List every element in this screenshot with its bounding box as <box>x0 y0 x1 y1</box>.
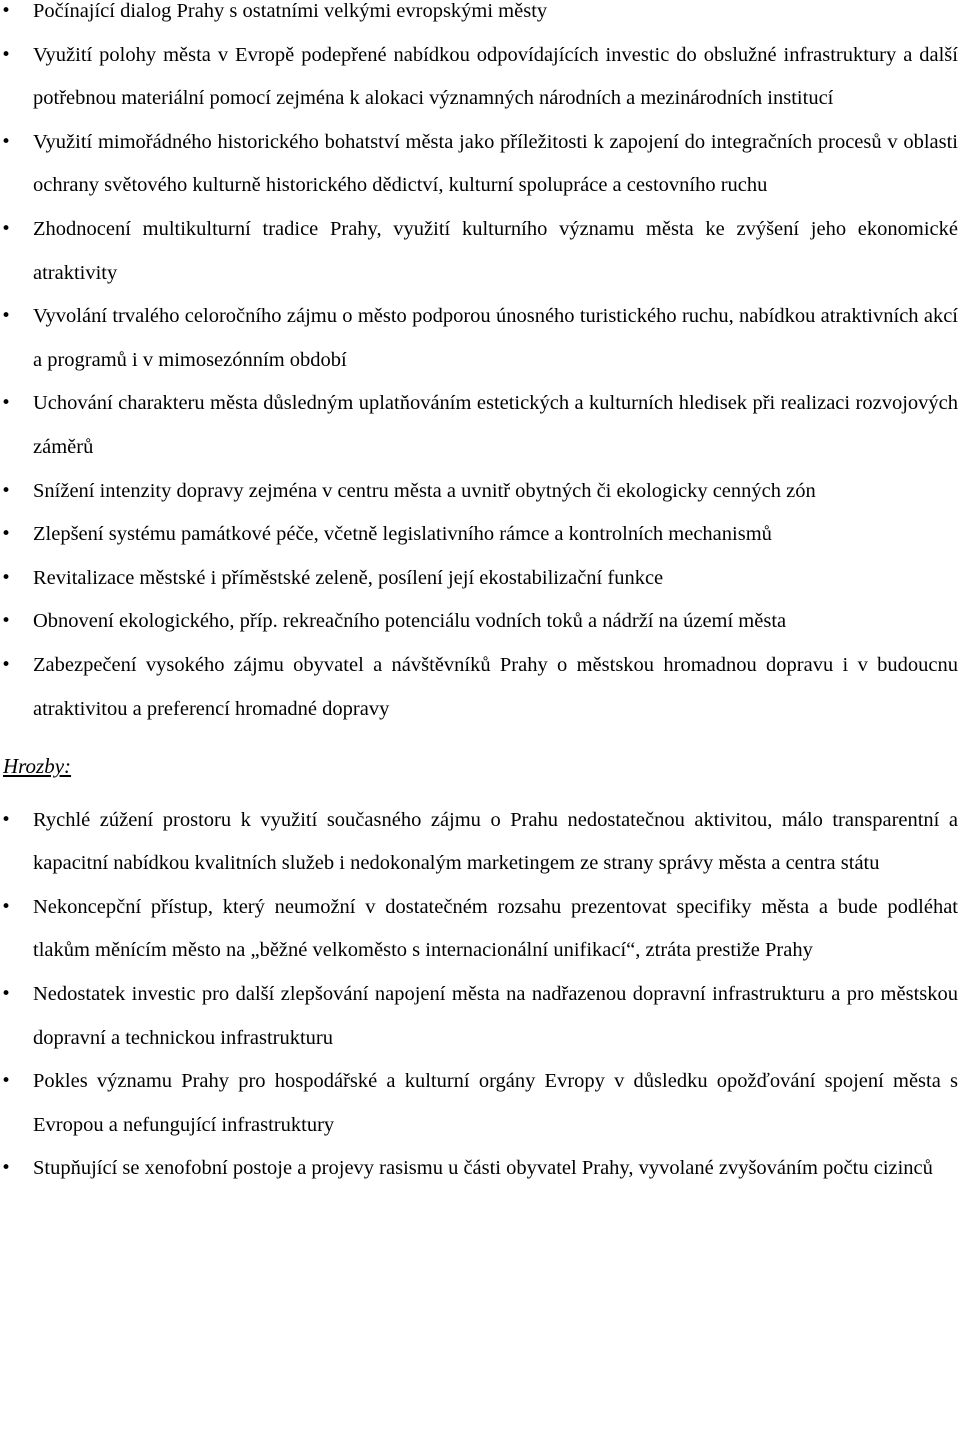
list-item: • Rychlé zúžení prostoru k využití současného zájmu o Prahu nedostatečnou aktivitou, málo transparentní a kapacitní nabídkou kvalitních služeb i nedokonalým marketingem ze strany správy města a centra státu <box>0 799 958 886</box>
threats-list <box>0 799 958 1191</box>
list-item: • Zlepšení systému památkové péče, včetně legislativního rámce a kontrolních mechanismů <box>0 513 958 557</box>
list-item: • Zabezpečení vysokého zájmu obyvatel a návštěvníků Prahy o městskou hromadnou dopravu i v budoucnu atraktivitou a preferencí hromadné dopravy <box>0 644 958 731</box>
threats-heading: Hrozby: <box>3 754 72 779</box>
list-item: • Obnovení ekologického, příp. rekreačního potenciálu vodních toků a nádrží na území města <box>0 600 958 644</box>
list-item: • Využití polohy města v Evropě podepřené nabídkou odpovídajících investic do obslužné infrastruktury a další potřebnou materiální pomocí zejména k alokaci významných národních a mezinárodních institucí <box>0 34 958 121</box>
list-item: • Vyvolání trvalého celoročního zájmu o město podporou únosného turistického ruchu, nabídkou atraktivních akcí a programů i v mimosezónním období <box>0 295 958 382</box>
list-item: • Snížení intenzity dopravy zejména v centru města a uvnitř obytných či ekologicky cenných zón <box>0 470 958 514</box>
list-item: • Zhodnocení multikulturní tradice Prahy, využití kulturního významu města ke zvýšení jeho ekonomické atraktivity <box>0 208 958 295</box>
section-heading <box>3 745 958 789</box>
list-item: • Počínající dialog Prahy s ostatními velkými evropskými městy <box>0 0 958 34</box>
list-item: • Nedostatek investic pro další zlepšování napojení města na nadřazenou dopravní infrastrukturu a pro městskou dopravní a technickou infrastrukturu <box>0 973 958 1060</box>
list-item: • Revitalizace městské i příměstské zeleně, posílení její ekostabilizační funkce <box>0 557 958 601</box>
list-item: • Využití mimořádného historického bohatství města jako příležitosti k zapojení do integračních procesů v oblasti ochrany světového kulturně historického dědictví, kulturní spolupráce a cestovního ruchu <box>0 121 958 208</box>
list-item: • Stupňující se xenofobní postoje a projevy rasismu u části obyvatel Prahy, vyvolané zvyšováním počtu cizinců <box>0 1147 958 1191</box>
list-item: • Uchování charakteru města důsledným uplatňováním estetických a kulturních hledisek při realizaci rozvojových záměrů <box>0 382 958 469</box>
list-item: • Pokles významu Prahy pro hospodářské a kulturní orgány Evropy v důsledku opožďování spojení města s Evropou a nefungující infrastruktury <box>0 1060 958 1147</box>
list-item: • Nekoncepční přístup, který neumožní v dostatečném rozsahu prezentovat specifiky města a bude podléhat tlakům měnícím město na „běžné velkoměsto s internacionální unifikací“, ztráta prestiže Prahy <box>0 886 958 973</box>
